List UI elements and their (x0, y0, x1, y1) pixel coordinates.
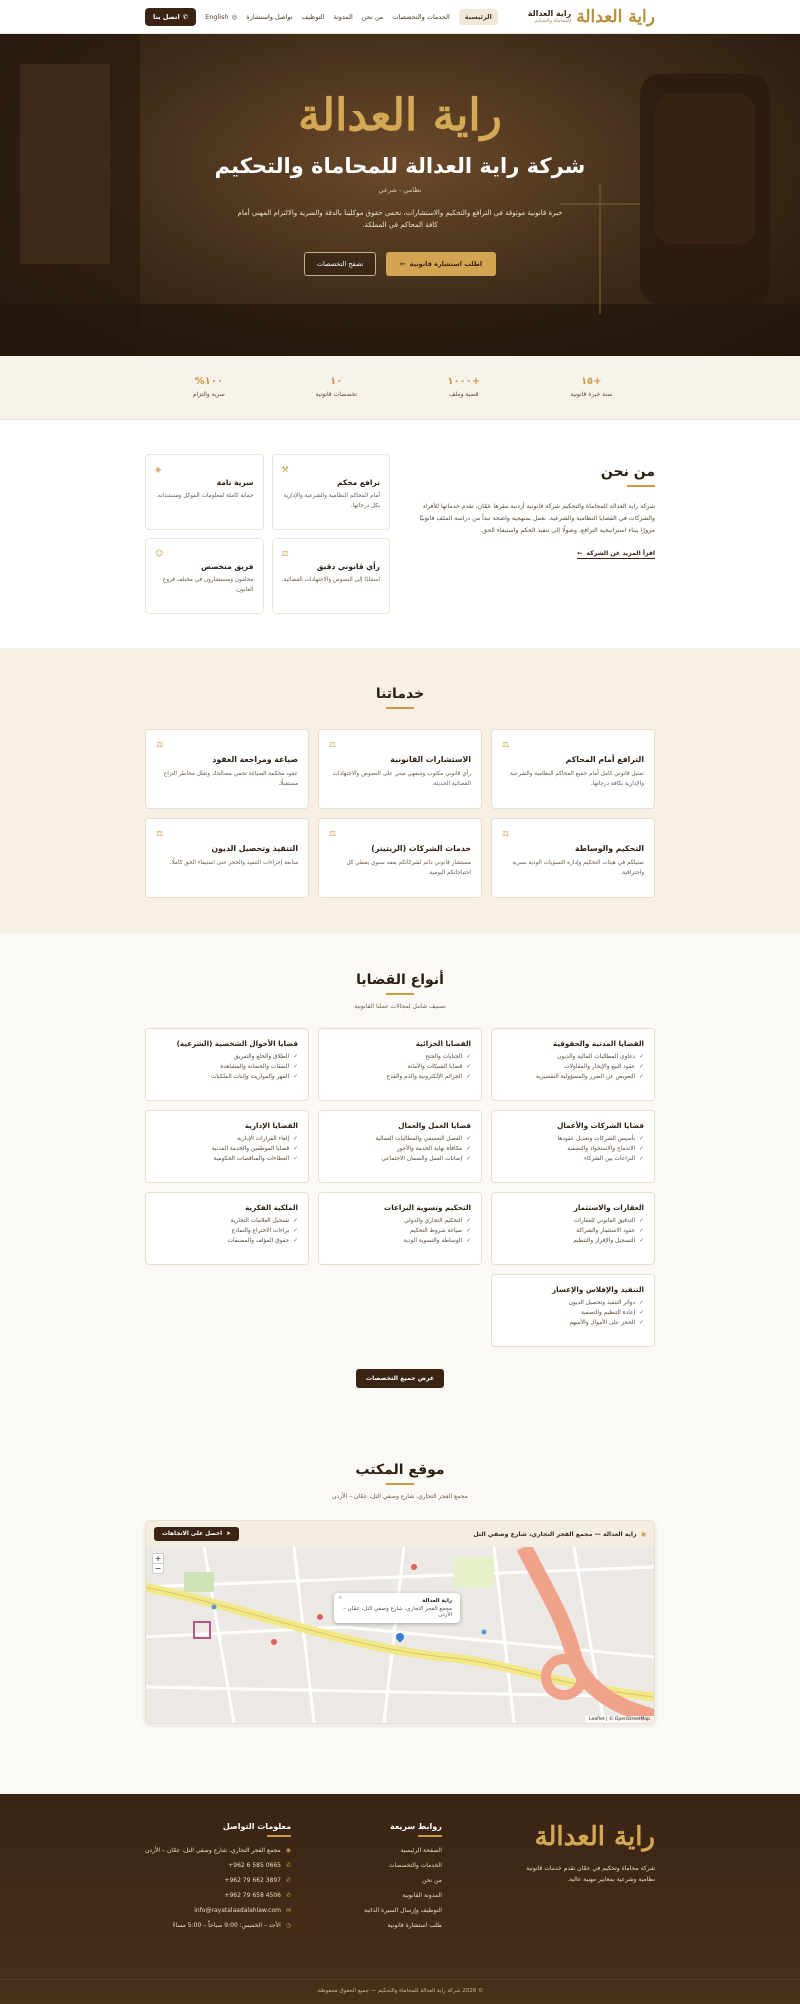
phone-icon: ✆ (285, 1892, 292, 1899)
case-type-point (329, 1074, 471, 1080)
scale-icon: ⚖ (329, 740, 337, 749)
case-type-list (502, 1218, 644, 1244)
case-type-list (156, 1136, 298, 1162)
case-type-card[interactable] (145, 1110, 309, 1183)
check-icon: ✓ (293, 1136, 298, 1142)
hero-logo: راية العدالة (298, 90, 502, 141)
top-nav (0, 0, 800, 34)
check-icon: ✓ (466, 1156, 471, 1162)
feature-card (272, 538, 391, 614)
language-label: English (205, 12, 229, 21)
case-type-point-text: قضايا الموظفين والخدمة المدنية (211, 1146, 290, 1152)
case-type-card[interactable] (145, 1028, 309, 1101)
location-section (0, 1418, 800, 1794)
case-type-point (502, 1310, 644, 1316)
service-card[interactable] (318, 729, 482, 809)
service-desc: تمثيلكم في هيئات التحكيم وإدارة التسويات الودية بسرية واحترافية. (512, 860, 644, 877)
case-type-title: القضايا الجزائية (415, 1039, 471, 1048)
scale-icon: ⚖ (329, 829, 337, 838)
footer-brand-desc: شركة محاماة وتحكيم في عمّان تقدم خدمات قانونية نظامية وشرعية بمعايير مهنية عالية. (526, 1865, 655, 1883)
case-type-point (156, 1054, 298, 1060)
case-type-point-text: إلغاء القرارات الإدارية (237, 1136, 290, 1142)
case-type-title: التنفيذ والإفلاس والإعسار (551, 1285, 644, 1294)
brand-logo-mark: راية العدالة (576, 6, 655, 27)
zoom-out-button[interactable]: − (154, 1564, 162, 1573)
case-type-list (156, 1218, 298, 1244)
case-type-point-text: الحجز على الأموال والأسهم (569, 1320, 636, 1326)
check-icon: ✓ (639, 1156, 644, 1162)
case-type-point (502, 1300, 644, 1306)
check-icon: ✓ (293, 1218, 298, 1224)
case-type-point (329, 1238, 471, 1244)
case-type-title: التحكيم وتسوية النزاعات (384, 1203, 471, 1212)
check-icon: ✓ (466, 1074, 471, 1080)
case-type-point-text: قضايا الشيكات والأمانة (407, 1064, 463, 1070)
stat-label: تخصصات قانونية (315, 391, 357, 398)
globe-icon: ◎ (231, 12, 238, 21)
service-title: خدمات الشركات (الريتينر) (371, 844, 471, 853)
contact-address (145, 1847, 291, 1854)
contact-hours (145, 1922, 291, 1929)
case-types-section (0, 934, 800, 1418)
case-type-point-text: إعادة التنظيم والتصفية (581, 1310, 636, 1316)
contact-info-title: معلومات التواصل (222, 1822, 292, 1831)
check-icon: ✓ (639, 1074, 644, 1080)
case-type-point (502, 1136, 644, 1142)
case-type-point-text: عقود البيع والإيجار والمقاولات (564, 1064, 636, 1070)
case-type-point-text: التعويض عن الضرر والمسؤولية التقصيرية (535, 1074, 636, 1080)
check-icon: ✓ (293, 1064, 298, 1070)
feature-title: رأي قانوني دقيق (316, 562, 380, 571)
location-title: موقع المكتب (355, 1462, 445, 1478)
feature-title: ترافع محكم (337, 478, 380, 487)
case-type-card[interactable] (491, 1028, 655, 1101)
feature-card (272, 454, 391, 530)
contact-phone[interactable] (145, 1892, 291, 1899)
nav-home[interactable]: الرئيسية (459, 9, 498, 25)
contact-text: info@rayatalaadalahlaw.com (194, 1907, 281, 1914)
mail-icon: ✉ (285, 1907, 292, 1914)
stat-label: سنة خبرة قانونية (570, 391, 613, 398)
service-card[interactable] (145, 729, 309, 809)
about-text: شركة راية العدالة للمحاماة والتحكيم شركة قانونية أردنية مقرها عمّان، تقدم خدماتها للأفراد والشركات في القضايا النظامية والشرعية. نعمل بمنهجية واضحة تبدأ من دراسة الملف قانونيًا مرورًا ببناء استراتيجية الترافع، وصولًا إلى تنفيذ الحكم واستيفاء الحق. (419, 503, 655, 534)
phone-icon: ✆ (285, 1862, 292, 1869)
check-icon: ✓ (639, 1054, 644, 1060)
pin-icon: ◉ (640, 1530, 646, 1538)
check-icon: ✓ (639, 1228, 644, 1234)
contact-text: الأحد – الخميس: 9:00 صباحاً – 5:00 مساءً (172, 1922, 281, 1929)
check-icon: ✓ (466, 1136, 471, 1142)
case-type-point (502, 1074, 644, 1080)
case-type-point-text: مكافأة نهاية الخدمة والأجور (396, 1146, 463, 1152)
case-type-point-text: الاندماج والاستحواذ والتصفية (567, 1146, 636, 1152)
case-type-point-text: صياغة شروط التحكيم (409, 1228, 463, 1234)
case-type-point (156, 1218, 298, 1224)
check-icon: ✓ (293, 1228, 298, 1234)
case-type-card[interactable] (318, 1192, 482, 1265)
title-underline (386, 707, 414, 709)
case-type-point-text: دوائر التنفيذ وتحصيل الديون (568, 1300, 636, 1306)
case-type-point (502, 1218, 644, 1224)
check-icon: ✓ (466, 1064, 471, 1070)
cases-subtitle: تصنيف شامل لمجالات عملنا القانونية (354, 1003, 446, 1010)
cases-title: أنواع القضايا (356, 972, 444, 988)
navigate-icon: ➤ (226, 1531, 231, 1537)
footer-link[interactable]: الصفحة الرئيسية (400, 1847, 442, 1854)
case-type-point-text: براءات الاختراع والنماذج (231, 1228, 290, 1234)
case-type-point (502, 1054, 644, 1060)
case-type-point-text: الوساطة والتسوية الودية (403, 1238, 463, 1244)
case-type-point (329, 1156, 471, 1162)
scale-icon: ⚖ (502, 740, 510, 749)
service-title: الاستشارات القانونية (390, 755, 471, 764)
get-directions-button[interactable] (154, 1527, 239, 1541)
request-consultation-label: اطلب استشارة قانونية (409, 259, 483, 268)
arrow-left-icon: ← (577, 550, 583, 558)
case-type-list (329, 1136, 471, 1162)
check-icon: ✓ (293, 1156, 298, 1162)
brand-tagline: للمحاماة والتحكيم (534, 18, 572, 24)
check-icon: ✓ (293, 1054, 298, 1060)
case-type-list (502, 1054, 644, 1080)
service-desc: مستشار قانوني دائم لشركاتكم بعقد سنوي يغطي كل احتياجاتكم اليومية. (346, 860, 471, 877)
main-menu (145, 8, 498, 26)
case-type-point-text: الجرائم الإلكترونية والذم والقدح (386, 1074, 463, 1080)
feature-desc: محامون ومستشارون في مختلف فروع القانون. (162, 577, 254, 594)
case-type-point (156, 1228, 298, 1234)
map-zoom-controls (152, 1553, 164, 1574)
contact-button-label: اتصل بنا (153, 12, 180, 21)
case-type-point-text: التسجيل والإفراز والتنظيم (573, 1238, 636, 1244)
service-card[interactable] (145, 818, 309, 898)
title-underline (267, 1835, 291, 1837)
check-icon: ✓ (466, 1146, 471, 1152)
case-type-title: القضايا الإدارية (244, 1121, 298, 1130)
stat-number: ١٠ (330, 376, 343, 387)
service-card[interactable] (318, 818, 482, 898)
get-directions-label: احصل على الاتجاهات (162, 1531, 223, 1537)
about-title: من نحن (600, 464, 655, 480)
case-type-point (329, 1136, 471, 1142)
scale-icon: ⚖ (281, 549, 289, 558)
check-icon: ✓ (466, 1218, 471, 1224)
check-icon: ✓ (639, 1064, 644, 1070)
feature-title: سرية تامة (216, 478, 254, 487)
stat-number: +١٠٠٠ (447, 376, 481, 387)
title-underline (386, 993, 414, 995)
case-type-point (329, 1146, 471, 1152)
clock-icon: ◷ (285, 1922, 292, 1929)
stat-item (536, 376, 646, 398)
case-type-point (156, 1074, 298, 1080)
copyright: © 2026 شركة راية العدالة للمحاماة والتحكيم — جميع الحقوق محفوظة. (0, 1979, 800, 1994)
hero-subtitle: نظامي - شرعي (378, 186, 422, 194)
scale-icon: ⚖ (156, 829, 164, 838)
service-desc: متابعة إجراءات التنفيذ والحجز حتى استيفاء الحق كاملًا. (169, 860, 298, 866)
check-icon: ✓ (293, 1146, 298, 1152)
nav-blog[interactable]: المدونة (333, 12, 353, 21)
stat-label: سرية والتزام (192, 391, 225, 398)
scale-icon: ⚖ (502, 829, 510, 838)
case-type-point (329, 1228, 471, 1234)
title-underline (386, 1483, 414, 1485)
case-type-point (502, 1146, 644, 1152)
zoom-in-button[interactable]: + (154, 1554, 162, 1563)
check-icon: ✓ (293, 1074, 298, 1080)
service-desc: رأي قانوني مكتوب وشفهي مبني على النصوص والاجتهادات القضائية الحديثة. (332, 771, 471, 788)
check-icon: ✓ (639, 1310, 644, 1316)
feature-title: فريق متخصص (201, 562, 254, 571)
stat-label: قضية وملف (449, 391, 479, 398)
case-type-title: الملكية الفكرية (245, 1203, 298, 1212)
feature-desc: أمام المحاكم النظامية والشرعية والإدارية بكل درجاتها. (283, 493, 380, 510)
scale-icon: ⚖ (156, 740, 164, 749)
case-type-list (329, 1054, 471, 1080)
footer-link[interactable]: التوظيف وإرسال السيرة الذاتية (364, 1907, 442, 1914)
footer-link[interactable]: المدونة القانونية (402, 1892, 442, 1899)
check-icon: ✓ (639, 1320, 644, 1326)
brand-logo[interactable] (528, 7, 655, 27)
case-type-point-text: عقود الاستثمار والشراكة (576, 1228, 636, 1234)
case-type-point-text: الطلاق والخلع والتفريق (233, 1054, 290, 1060)
service-desc: عقود محكمة الصياغة تحمي مصالحك وتقلل مخاطر النزاع مستقبلًا. (163, 771, 298, 788)
case-type-card[interactable] (318, 1028, 482, 1101)
case-type-point-text: النزاعات بين الشركاء (584, 1156, 636, 1162)
case-type-point (502, 1064, 644, 1070)
nav-careers[interactable]: التوظيف (301, 12, 325, 21)
case-type-point (156, 1146, 298, 1152)
map-address-text: راية العدالة — مجمع الفجر التجاري، شارع وصفي التل (473, 1530, 637, 1538)
footer-link[interactable]: من نحن (422, 1877, 442, 1884)
case-type-point-text: الجنايات والجنح (425, 1054, 463, 1060)
stats-bar (0, 356, 800, 420)
popup-text: مجمع الفجر التجاري، شارع وصفي التل، عمّان – الأردن (343, 1606, 452, 1618)
service-card[interactable] (491, 729, 655, 809)
hero-description: خبرة قانونية موثوقة في الترافع والتحكيم والاستشارات، نحمي حقوق موكلينا بالدقة والسرية والالتزام المهني أمام كافة المحاكم في المملكة. (237, 209, 563, 229)
nav-about[interactable]: من نحن (361, 12, 384, 21)
case-type-point-text: التدقيق القانوني للعقارات (573, 1218, 636, 1224)
case-type-point (502, 1238, 644, 1244)
case-type-list (156, 1054, 298, 1080)
stat-item (409, 376, 519, 398)
feature-desc: حماية كاملة لمعلومات الموكل ومستنداته. (156, 493, 254, 499)
shield-icon: ◈ (155, 465, 162, 474)
request-consultation-button[interactable] (386, 252, 496, 276)
case-type-point-text: حقوق المؤلف والمصنفات (227, 1238, 290, 1244)
contact-email[interactable] (145, 1907, 291, 1914)
contact-phone[interactable] (145, 1877, 291, 1884)
service-card[interactable] (491, 818, 655, 898)
check-icon: ✓ (639, 1136, 644, 1142)
check-icon: ✓ (466, 1054, 471, 1060)
team-icon: ☺ (155, 549, 164, 558)
location-subtitle: مجمع الفجر التجاري، شارع وصفي التل، عمّان – الأردن (332, 1493, 468, 1500)
check-icon: ✓ (639, 1238, 644, 1244)
case-type-point-text: تسجيل العلامات التجارية (230, 1218, 290, 1224)
map-address (473, 1531, 646, 1538)
check-icon: ✓ (293, 1238, 298, 1244)
title-underline (627, 485, 655, 487)
phone-icon: ✆ (182, 12, 189, 21)
services-section (0, 648, 800, 934)
feature-card (145, 538, 264, 614)
footer-logo: راية العدالة (534, 1822, 655, 1852)
language-switch[interactable] (205, 13, 237, 21)
brand-name: راية العدالة (527, 9, 572, 18)
case-type-title: قضايا العمل والعمال (398, 1121, 471, 1130)
service-title: الترافع أمام المحاكم (565, 755, 644, 764)
case-type-point-text: دعاوى المطالبات المالية والديون (557, 1054, 636, 1060)
browse-specialties-button[interactable]: تصفح التخصصات (304, 252, 376, 276)
case-type-point (502, 1156, 644, 1162)
footer-link[interactable]: الخدمات والتخصصات (388, 1862, 442, 1869)
case-type-point (329, 1054, 471, 1060)
service-title: التنفيذ وتحصيل الديون (211, 844, 298, 853)
arrow-left-icon: ← (400, 259, 406, 268)
case-type-point (502, 1228, 644, 1234)
case-type-list (502, 1136, 644, 1162)
case-type-point-text: تأسيس الشركات وتعديل عقودها (557, 1136, 636, 1142)
case-type-point-text: الفصل التعسفي والمطالبات العمالية (375, 1136, 463, 1142)
check-icon: ✓ (639, 1218, 644, 1224)
pin-icon: ◉ (285, 1847, 292, 1854)
map-attribution[interactable]: Leaflet | © OpenStreetMap (585, 1716, 654, 1723)
services-title: خدماتنا (375, 686, 425, 702)
case-type-title: قضايا الأحوال الشخصية (الشرعية) (176, 1039, 298, 1048)
case-type-point-text: النفقات والحضانة والمشاهدة (220, 1064, 290, 1070)
gavel-icon: ⚒ (281, 465, 289, 474)
nav-consult[interactable]: تواصل واستشارة (246, 12, 293, 21)
check-icon: ✓ (466, 1238, 471, 1244)
read-more-link[interactable] (577, 550, 655, 559)
case-type-list (502, 1300, 644, 1326)
contact-phone[interactable] (145, 1862, 291, 1869)
case-type-card[interactable] (491, 1110, 655, 1183)
case-type-card[interactable] (491, 1192, 655, 1265)
contact-button[interactable] (145, 8, 196, 26)
view-all-specialties-button[interactable]: عرض جميع التخصصات (356, 1369, 444, 1388)
check-icon: ✓ (639, 1146, 644, 1152)
case-type-list (329, 1218, 471, 1244)
stat-item (281, 376, 391, 398)
map-popup (334, 1593, 460, 1623)
map-card (145, 1520, 655, 1724)
case-type-point-text: إصابات العمل والضمان الاجتماعي (381, 1156, 463, 1162)
phone-icon: ✆ (285, 1877, 292, 1884)
contact-text: +962 6 585 0665 (228, 1862, 281, 1869)
read-more-label: اقرأ المزيد عن الشركة (586, 550, 655, 558)
case-type-point (502, 1320, 644, 1326)
title-underline (418, 1835, 442, 1837)
map-view[interactable] (146, 1547, 654, 1723)
service-desc: تمثيل قانوني كامل أمام جميع المحاكم النظامية والشرعية والإدارية بكافة درجاتها. (510, 771, 644, 788)
case-type-point (156, 1238, 298, 1244)
case-type-point (156, 1064, 298, 1070)
case-type-card[interactable] (145, 1192, 309, 1265)
footer-link[interactable]: طلب استشارة قانونية (387, 1922, 442, 1929)
case-type-card[interactable] (318, 1110, 482, 1183)
contact-text: مجمع الفجر التجاري، شارع وصفي التل، عمّان – الأردن (145, 1847, 281, 1854)
check-icon: ✓ (466, 1228, 471, 1234)
hero-title: شركة راية العدالة للمحاماة والتحكيم (214, 154, 586, 178)
case-type-point-text: العطاءات والمناقصات الحكومية (213, 1156, 290, 1162)
case-type-title: قضايا الشركات والأعمال (557, 1121, 644, 1130)
hero-section (0, 34, 800, 356)
about-section (0, 420, 800, 648)
footer (0, 1794, 800, 2004)
case-type-point-text: المهر والمواريث وإثبات الملكيات (210, 1074, 290, 1080)
popup-title: راية العدالة (422, 1598, 452, 1604)
service-title: التحكيم والوساطة (575, 844, 644, 853)
feature-card (145, 454, 264, 530)
case-type-point (156, 1136, 298, 1142)
case-type-point (156, 1156, 298, 1162)
stat-number: +١٥ (580, 376, 602, 387)
contact-text: +962 79 662 3897 (224, 1877, 281, 1884)
case-type-card[interactable] (491, 1274, 655, 1347)
stat-item (154, 376, 264, 398)
quick-links-title: روابط سريعة (389, 1822, 442, 1831)
case-type-point (329, 1218, 471, 1224)
case-grid (145, 1028, 655, 1347)
case-type-title: القضايا المدنية والحقوقية (552, 1039, 644, 1048)
case-type-point (329, 1064, 471, 1070)
stat-number: ١٠٠% (194, 376, 223, 387)
feature-desc: استنادًا إلى النصوص والاجتهادات القضائية. (281, 577, 380, 583)
popup-close-icon[interactable]: × (338, 1595, 343, 1601)
case-type-point-text: التحكيم التجاري والدولي (404, 1218, 463, 1224)
service-title: صياغة ومراجعة العقود (212, 755, 298, 764)
check-icon: ✓ (639, 1300, 644, 1306)
nav-services[interactable]: الخدمات والتخصصات (392, 12, 450, 21)
contact-text: +962 79 658 4506 (224, 1892, 281, 1899)
case-type-title: العقارات والاستثمار (573, 1203, 644, 1212)
